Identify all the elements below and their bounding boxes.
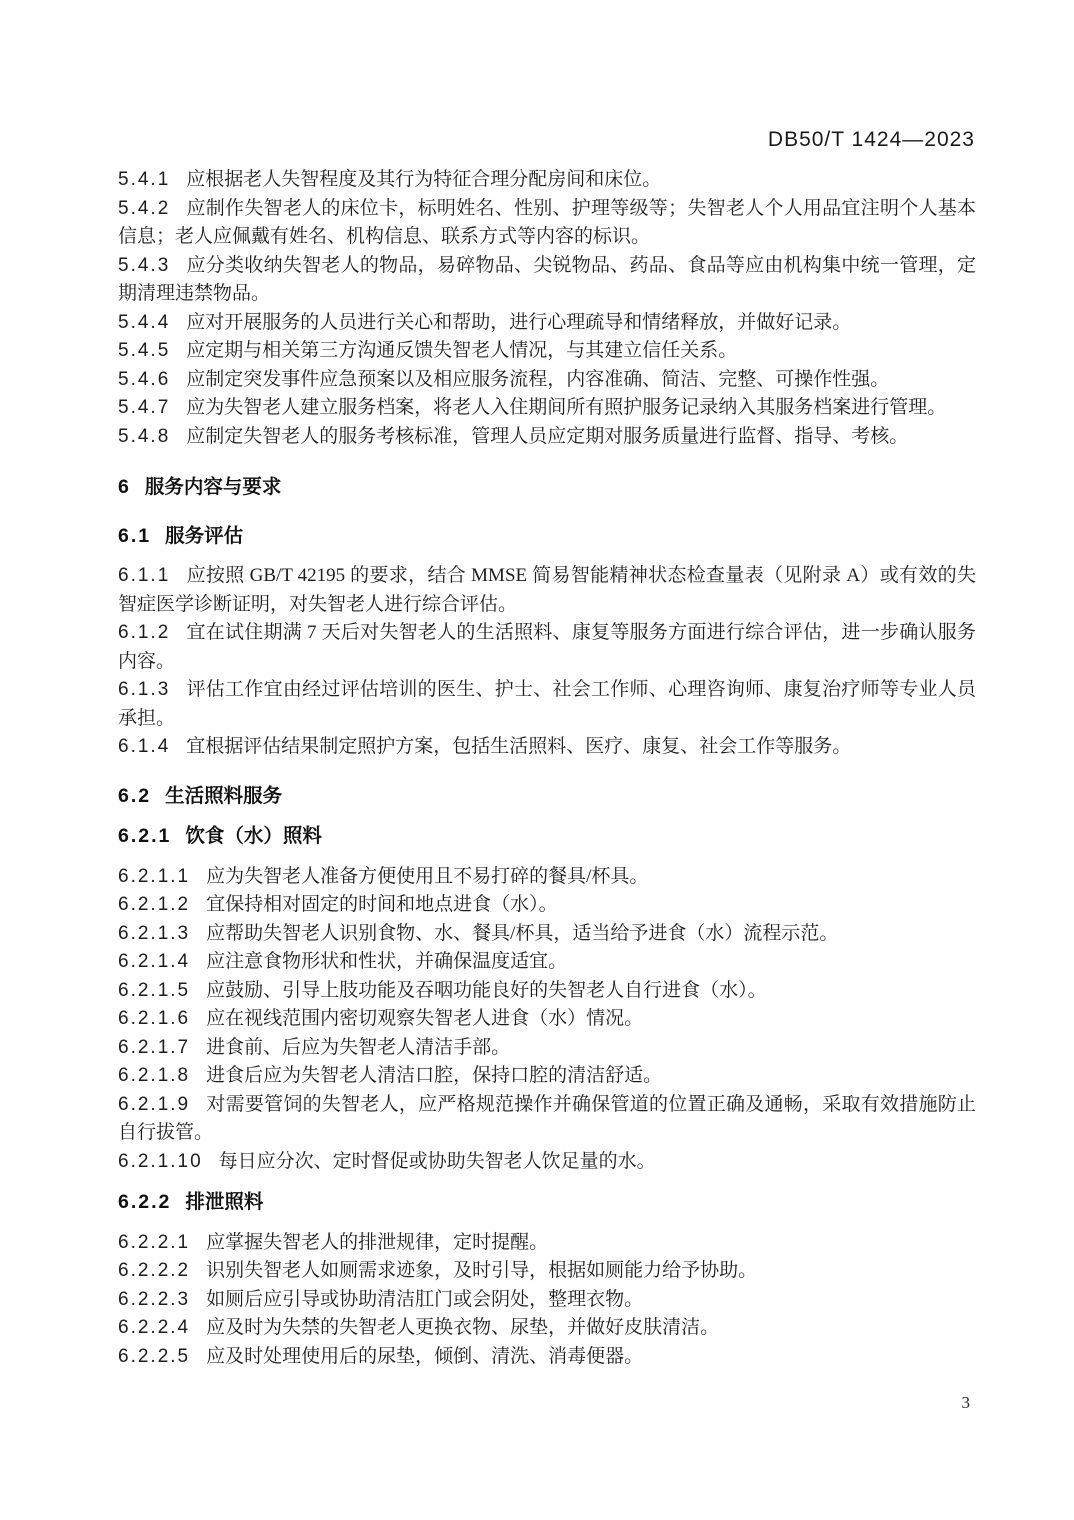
clause-paragraph (118, 166, 976, 195)
clause-text: 宜保持相对固定的时间和地点进食（水）。 (206, 894, 558, 915)
heading-text: 服务内容与要求 (144, 476, 282, 498)
clause-text: 宜根据评估结果制定照护方案，包括生活照料、医疗、康复、社会工作等服务。 (186, 736, 852, 757)
clause-paragraph (118, 920, 976, 949)
clause-number: 5.4.6 (118, 368, 171, 390)
clause-number: 5.4.7 (118, 397, 171, 418)
clause-text: 应按照 GB/T 42195 的要求，结合 MMSE 简易智能精神状态检查量表（见附录 A）或有效的失智症医学诊断证明，对失智老人进行综合评估。 (118, 565, 976, 615)
heading-text: 生活照料服务 (165, 784, 283, 807)
clause-text: 应制定失智老人的服务考核标准，管理人员应定期对服务质量进行监督、指导、考核。 (186, 425, 909, 447)
clause-text: 应在视线范围内密切观察失智老人进食（水）情况。 (206, 1008, 644, 1029)
clause-text: 每日应分次、定时督促或协助失智老人饮足量的水。 (218, 1150, 656, 1172)
clause-number: 6 (118, 476, 131, 498)
clause-number: 6.1.4 (118, 736, 171, 757)
clause-text: 应制定突发事件应急预案以及相应服务流程，内容准确、简洁、完整、可操作性强。 (186, 368, 890, 390)
clause-number: 6.2.2.1 (118, 1231, 191, 1253)
clause-paragraph (118, 676, 976, 733)
clause-text: 应为失智老人准备方便使用且不易打碎的餐具/杯具。 (206, 865, 649, 887)
clause-paragraph (118, 423, 976, 452)
clause-number: 6.2.2 (118, 1191, 172, 1213)
clause-number: 6.2.1.5 (118, 979, 191, 1001)
clause-number: 6.1.1 (118, 565, 171, 586)
section-heading (118, 782, 976, 811)
clause-text: 应及时为失禁的失智老人更换衣物、尿垫，并做好皮肤清洁。 (206, 1317, 720, 1338)
clause-number: 6.2.1.10 (118, 1150, 203, 1172)
clause-paragraph (118, 1062, 976, 1091)
clause-text: 应根据老人失智程度及其行为特征合理分配房间和床位。 (186, 169, 662, 190)
doc-code-header: DB50/T 1424—2023 (767, 128, 975, 151)
clause-number: 5.4.5 (118, 340, 171, 361)
clause-number: 5.4.3 (118, 254, 171, 276)
clause-paragraph (118, 252, 976, 309)
clause-text: 应帮助失智老人识别食物、水、餐具/杯具，适当给予进食（水）流程示范。 (206, 922, 839, 944)
clause-paragraph (118, 1091, 976, 1148)
page-number: 3 (961, 1393, 970, 1412)
clause-text: 应掌握失智老人的排泄规律，定时提醒。 (206, 1231, 549, 1253)
clause-number: 6.2.1.1 (118, 865, 191, 887)
clause-paragraph (118, 977, 976, 1006)
clause-paragraph (118, 1286, 976, 1315)
clause-number: 6.2.1.4 (118, 951, 191, 972)
clause-paragraph (118, 619, 976, 676)
clause-number: 6.2.1.8 (118, 1065, 191, 1086)
clause-text: 应定期与相关第三方沟通反馈失智老人情况，与其建立信任关系。 (186, 340, 738, 361)
clause-paragraph (118, 1148, 976, 1177)
clause-paragraph (118, 1343, 976, 1372)
clause-number: 6.2.1.2 (118, 894, 191, 915)
clause-text: 应分类收纳失智老人的物品，易碎物品、尖锐物品、药品、食品等应由机构集中统一管理，定期清理违禁物品。 (118, 254, 976, 304)
clause-number: 6.2.2.4 (118, 1317, 191, 1338)
clause-paragraph (118, 195, 976, 252)
clause-paragraph (118, 948, 976, 977)
clause-number: 6.2 (118, 784, 152, 807)
clause-number: 6.1.2 (118, 622, 171, 643)
section-heading (118, 822, 976, 851)
clause-paragraph (118, 891, 976, 920)
clause-number: 5.4.4 (118, 311, 171, 333)
section-heading (118, 1188, 976, 1217)
clause-text: 宜在试住期满 7 天后对失智老人的生活照料、康复等服务方面进行综合评估，进一步确认服务内容。 (118, 622, 976, 672)
clause-paragraph (118, 394, 976, 423)
clause-text: 识别失智老人如厕需求迹象，及时引导，根据如厕能力给予协助。 (206, 1260, 758, 1281)
clause-number: 6.1 (118, 524, 152, 547)
clause-paragraph (118, 562, 976, 619)
document-body (118, 166, 976, 1371)
clause-number: 6.2.1.6 (118, 1008, 191, 1029)
clause-paragraph (118, 1229, 976, 1258)
clause-text: 评估工作宜由经过评估培训的医生、护士、社会工作师、心理咨询师、康复治疗师等专业人员承担。 (118, 679, 976, 729)
clause-paragraph (118, 863, 976, 892)
clause-text: 应及时处理使用后的尿垫，倾倒、清洗、消毒便器。 (206, 1345, 644, 1367)
clause-text: 应鼓励、引导上肢功能及吞咽功能良好的失智老人自行进食（水）。 (206, 979, 767, 1001)
clause-text: 对需要管饲的失智老人，应严格规范操作并确保管道的位置正确及通畅，采取有效措施防止自行拔管。 (118, 1093, 976, 1143)
clause-text: 进食后应为失智老人清洁口腔，保持口腔的清洁舒适。 (206, 1065, 663, 1086)
clause-text: 应对开展服务的人员进行关心和帮助，进行心理疏导和情绪释放，并做好记录。 (186, 311, 852, 333)
clause-number: 6.2.1.7 (118, 1036, 191, 1058)
clause-paragraph (118, 309, 976, 338)
clause-number: 5.4.1 (118, 169, 171, 190)
section-heading (118, 522, 976, 551)
clause-paragraph (118, 366, 976, 395)
clause-paragraph (118, 1314, 976, 1343)
heading-text: 排泄照料 (185, 1191, 264, 1213)
clause-text: 应制作失智老人的床位卡，标明姓名、性别、护理等级等；失智老人个人用品宜注明个人基本信息；老人应佩戴有姓名、机构信息、联系方式等内容的标识。 (118, 197, 976, 247)
clause-number: 6.2.2.3 (118, 1288, 191, 1310)
clause-number: 6.1.3 (118, 679, 171, 700)
clause-number: 6.2.1 (118, 825, 172, 847)
clause-number: 5.4.2 (118, 197, 171, 219)
clause-paragraph (118, 1034, 976, 1063)
clause-number: 6.2.1.9 (118, 1093, 191, 1115)
clause-number: 6.2.2.5 (118, 1345, 191, 1367)
clause-text: 应为失智老人建立服务档案，将老人入住期间所有照护服务记录纳入其服务档案进行管理。 (186, 397, 947, 418)
heading-text: 服务评估 (165, 524, 244, 547)
clause-paragraph (118, 1257, 976, 1286)
clause-text: 应注意食物形状和性状，并确保温度适宜。 (206, 951, 568, 972)
clause-text: 进食前、后应为失智老人清洁手部。 (206, 1036, 511, 1058)
clause-paragraph (118, 733, 976, 762)
section-heading (118, 473, 976, 502)
clause-text: 如厕后应引导或协助清洁肛门或会阴处，整理衣物。 (206, 1288, 644, 1310)
clause-paragraph (118, 337, 976, 366)
clause-number: 5.4.8 (118, 425, 171, 447)
clause-number: 6.2.2.2 (118, 1260, 191, 1281)
clause-number: 6.2.1.3 (118, 922, 191, 944)
clause-paragraph (118, 1005, 976, 1034)
heading-text: 饮食（水）照料 (185, 825, 322, 847)
